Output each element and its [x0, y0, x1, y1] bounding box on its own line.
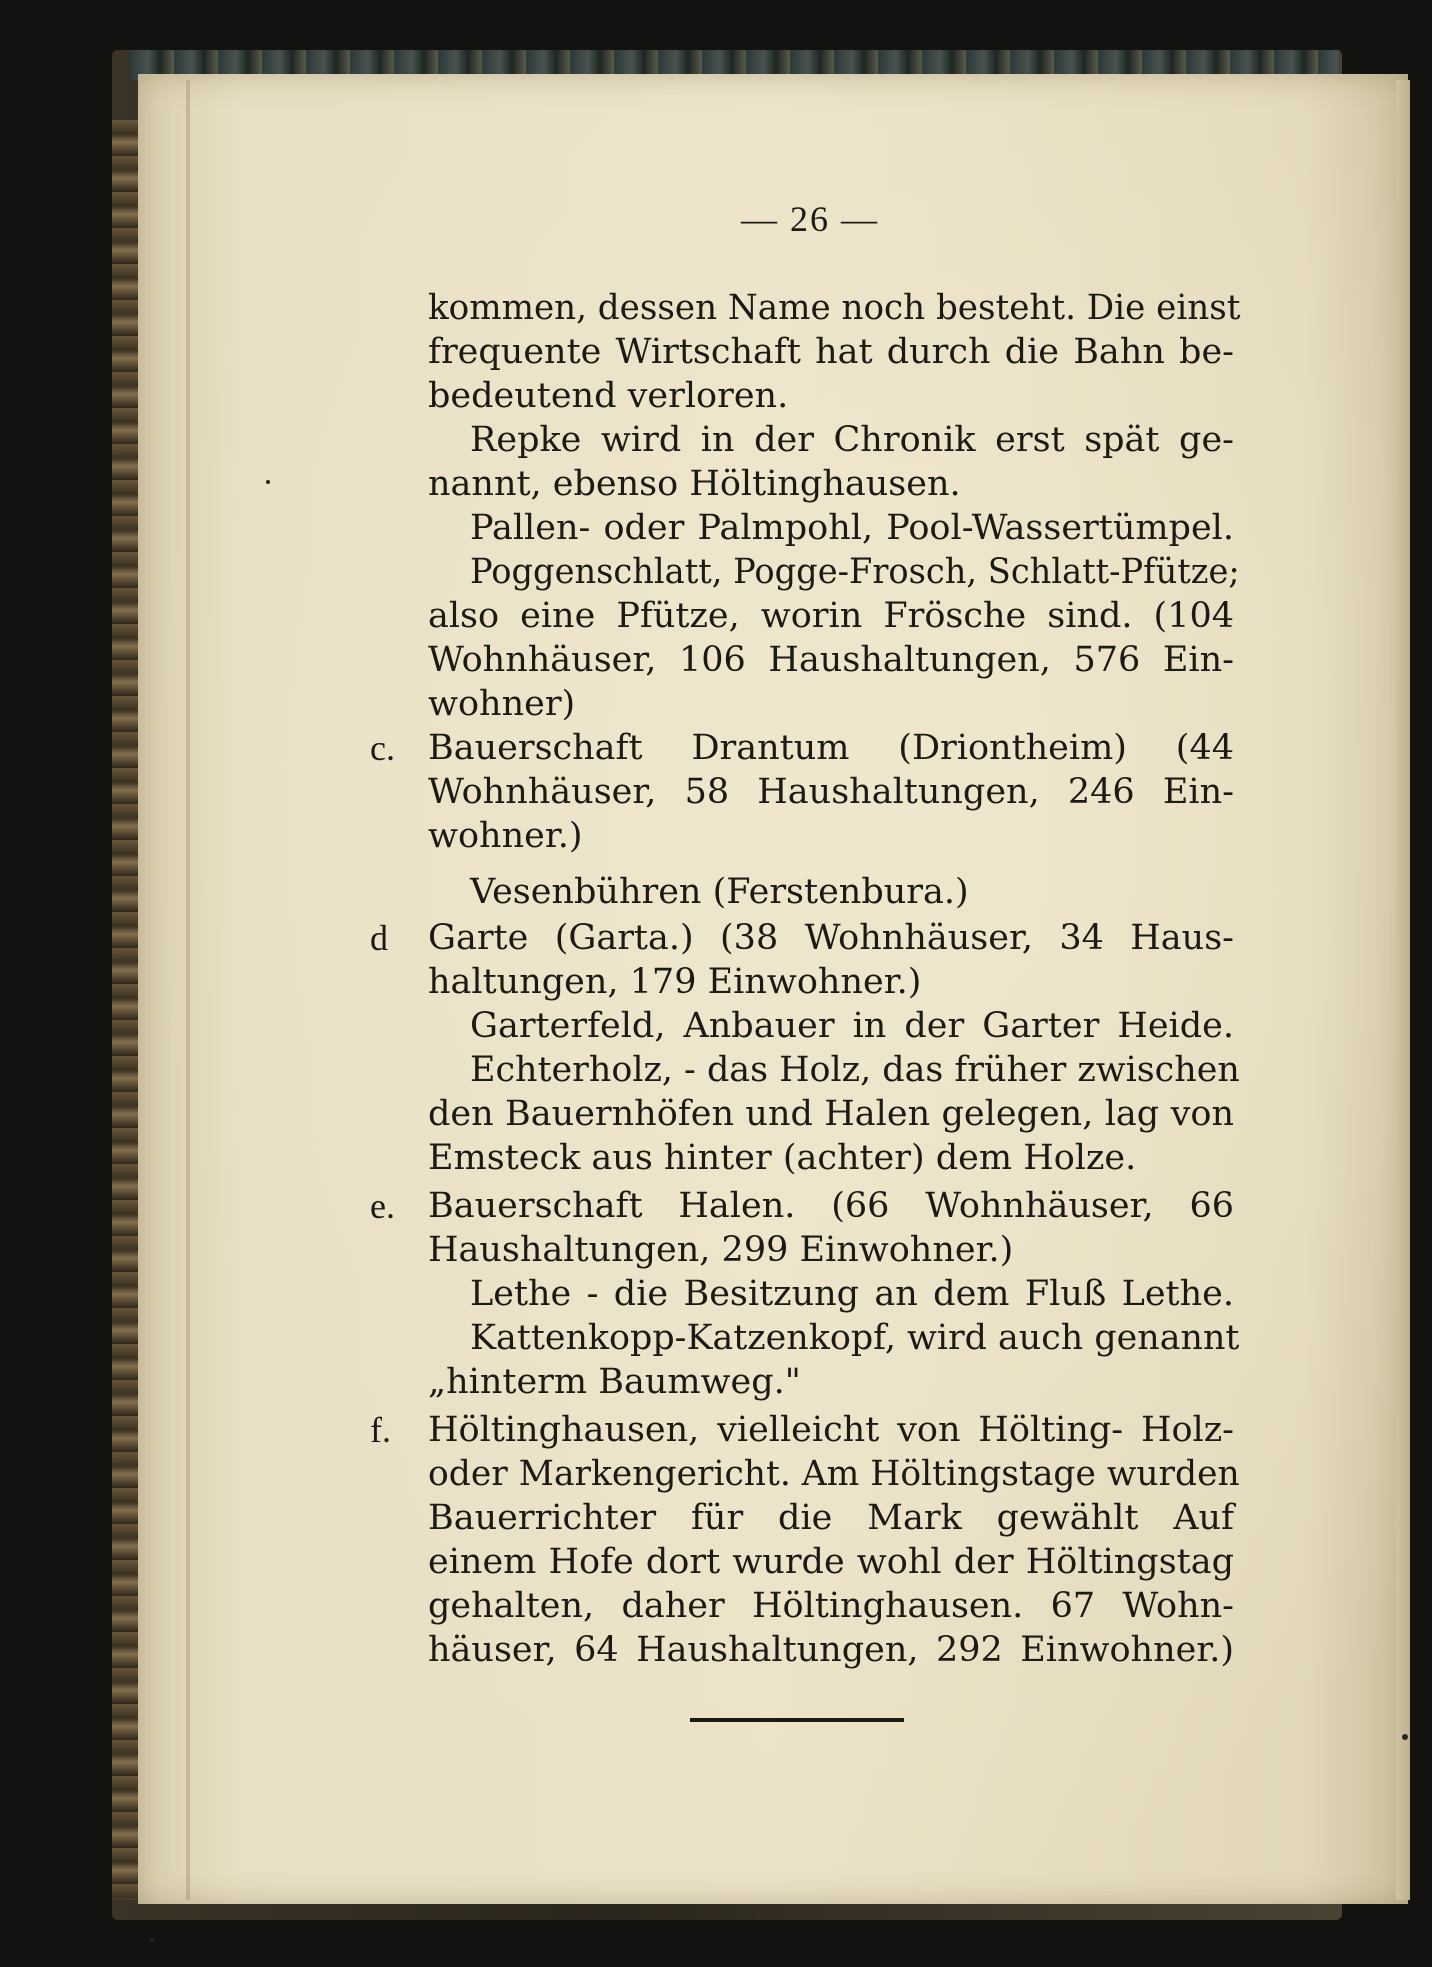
text-line: Garterfeld, Anbauer in der Garter Heide. — [470, 1006, 1234, 1046]
text-line: Poggenschlatt, Pogge-Frosch, Schlatt-Pfütze; — [470, 552, 1240, 592]
text-line: Bauerschaft Drantum (Driontheim) (44 — [428, 728, 1234, 768]
text-line: Haushaltungen, 299 Einwohner.) — [428, 1230, 1014, 1270]
section-marker-f: f. — [370, 1410, 391, 1450]
text-line: Bauerschaft Halen. (66 Wohnhäuser, 66 — [428, 1186, 1234, 1226]
text-line: wohner) — [428, 684, 576, 724]
text-line: gehalten, daher Höltinghausen. 67 Wohn- — [428, 1586, 1234, 1626]
text-line: einem Hofe dort wurde wohl der Höltingstag — [428, 1542, 1234, 1582]
text-line: Emsteck aus hinter (achter) dem Holze. — [428, 1138, 1137, 1178]
text-line: Pallen- oder Palmpohl, Pool-Wassertümpel. — [470, 508, 1234, 548]
closing-rule — [690, 1718, 904, 1722]
text-line: oder Markengericht. Am Höltingstage wurden — [428, 1454, 1240, 1494]
text-line: Wohnhäuser, 58 Haushaltungen, 246 Ein- — [428, 772, 1234, 812]
section-marker-e: e. — [370, 1186, 395, 1226]
text-line: haltungen, 179 Einwohner.) — [428, 962, 922, 1002]
text-line: Lethe - die Besitzung an dem Fluß Lethe. — [470, 1274, 1234, 1314]
text-line: nannt, ebenso Höltinghausen. — [428, 464, 961, 504]
section-marker-d: d — [370, 918, 388, 958]
text-line: „hinterm Baumweg." — [428, 1362, 801, 1402]
text-line: bedeutend verloren. — [428, 376, 789, 416]
paper-speck — [1402, 1734, 1408, 1740]
text-line: den Bauernhöfen und Halen gelegen, lag von — [428, 1094, 1234, 1134]
text-line: Höltinghausen, vielleicht von Hölting- Holz- — [428, 1410, 1234, 1450]
page-fold-line — [186, 80, 190, 1900]
book-cover-marbled-edge — [112, 120, 138, 1900]
text-line: Kattenkopp-Katzenkopf, wird auch genannt — [470, 1318, 1240, 1358]
text-line: Garte (Garta.) (38 Wohnhäuser, 34 Haus- — [428, 918, 1234, 958]
page-right-edge — [1396, 80, 1410, 1900]
page-number: — 26 — — [741, 199, 879, 239]
text-line: Wohnhäuser, 106 Haushaltungen, 576 Ein- — [428, 640, 1234, 680]
section-marker-c: c. — [370, 728, 395, 768]
text-line: kommen, dessen Name noch besteht. Die einst — [428, 288, 1241, 328]
text-line: Echterholz, - das Holz, das früher zwischen — [470, 1050, 1240, 1090]
text-line: wohner.) — [428, 816, 583, 856]
paper-speck — [150, 1938, 154, 1942]
paper-speck — [266, 480, 270, 484]
text-line: frequente Wirtschaft hat durch die Bahn be- — [428, 332, 1234, 372]
text-line: Vesenbühren (Ferstenbura.) — [470, 872, 969, 912]
text-line: Bauerrichter für die Mark gewählt Auf — [428, 1498, 1234, 1538]
text-line: also eine Pfütze, worin Frösche sind. (104 — [428, 596, 1234, 636]
text-line: Repke wird in der Chronik erst spät ge- — [470, 420, 1234, 460]
text-line: häuser, 64 Haushaltungen, 292 Einwohner.) — [428, 1630, 1234, 1670]
